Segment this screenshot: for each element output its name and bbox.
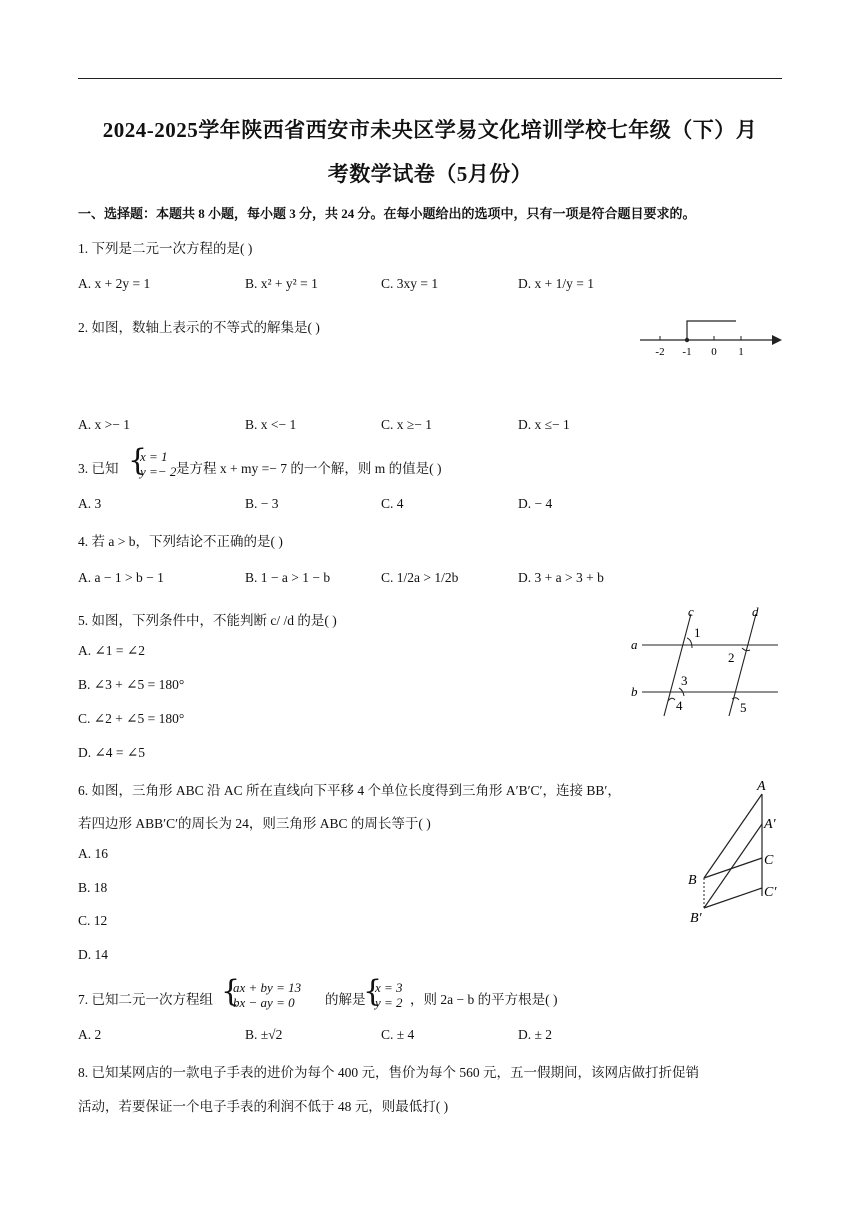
q6-stem-line2: 若四边形 ABB′C′的周长为 24，则三角形 ABC 的周长等于( ) [78, 816, 431, 831]
q7-option-c: C. ± 4 [381, 1027, 415, 1042]
angle-label: 1 [694, 625, 701, 640]
q4-option-b: B. 1 − a > 1 − b [245, 570, 331, 585]
system-brace: { [221, 974, 241, 1009]
angle-label: 3 [681, 673, 688, 688]
line-label: d [752, 604, 759, 619]
q3-system-line: y =− 2 [140, 464, 177, 479]
section-heading: 一、选择题：本题共 8 小题，每小题 3 分，共 24 分。在每小题给出的选项中，只有一项是符合题目要求的。 [78, 206, 696, 221]
system-brace: { [363, 974, 383, 1009]
q5-option-c: C. ∠2 + ∠5 = 180° [78, 711, 185, 726]
q5-stem: 5. 如图，下列条件中，不能判断 c/ /d 的是( ) [78, 613, 337, 628]
tick-label: 1 [738, 346, 744, 358]
q1-option-c: C. 3xy = 1 [381, 276, 439, 291]
q8-stem-line2: 活动，若要保证一个电子手表的利润不低于 48 元，则最低打( ) [78, 1099, 449, 1114]
vertex-label: A [757, 779, 766, 794]
angle-label: 4 [676, 698, 683, 713]
solution-ray [687, 321, 736, 340]
q3-system [140, 449, 176, 479]
q3-option-a: A. 3 [78, 496, 102, 511]
q1-stem: 1. 下列是二元一次方程的是( ) [78, 241, 253, 256]
q5-option-d: D. ∠4 = ∠5 [78, 745, 145, 760]
q8-stem-line1: 8. 已知某网店的一款电子手表的进价为每个 400 元，售价为每个 560 元，五一假期间，该网店做打折促销 [78, 1065, 699, 1080]
header-rule [78, 78, 782, 79]
angle-label: 2 [728, 650, 735, 665]
q7-option-b: B. ±√2 [245, 1027, 283, 1042]
arrow-icon [772, 335, 782, 345]
tick-label: -2 [655, 346, 665, 358]
q6-stem-line1: 6. 如图，三角形 ABC 沿 AC 所在直线向下平移 4 个单位长度得到三角形 A′B′C′，连接 BB′， [78, 783, 621, 798]
q4-option-c: C. 1/2a > 1/2b [381, 570, 459, 585]
q6-option-d: D. 14 [78, 947, 108, 962]
system-brace: { [128, 443, 148, 478]
q1-option-a: A. x + 2y = 1 [78, 276, 151, 291]
q7-stem-mid: 的解是 [325, 992, 366, 1007]
line-label: a [631, 637, 638, 652]
q7-system1-line: ax + by = 13 [233, 980, 302, 995]
q3-option-d: D. − 4 [518, 496, 553, 511]
q6-option-b: B. 18 [78, 880, 108, 895]
q7-system1-line: bx − ay = 0 [233, 995, 295, 1010]
q7-option-d: D. ± 2 [518, 1027, 553, 1042]
q2-option-d: D. x ≤− 1 [518, 417, 570, 432]
q3-option-c: C. 4 [381, 496, 404, 511]
q2-option-b: B. x <− 1 [245, 417, 297, 432]
q4-option-a: A. a − 1 > b − 1 [78, 570, 164, 585]
tick-label: -1 [682, 346, 692, 358]
number-line-figure [636, 316, 786, 362]
q2-option-a: A. x >− 1 [78, 417, 130, 432]
q2-option-c: C. x ≥− 1 [381, 417, 433, 432]
tick-label: 0 [711, 346, 717, 358]
q7-system2 [375, 980, 403, 1010]
vertex-label: B′ [690, 911, 702, 926]
exam-title-line2: 考数学试卷（5月份） [327, 162, 533, 186]
q3-system-line: x = 1 [140, 449, 168, 464]
line-label: c [688, 604, 694, 619]
q5-option-b: B. ∠3 + ∠5 = 180° [78, 677, 185, 692]
q1-option-b: B. x² + y² = 1 [245, 276, 318, 291]
q4-stem: 4. 若 a > b，下列结论不正确的是( ) [78, 534, 283, 549]
q6-option-a: A. 16 [78, 846, 108, 861]
angle-label: 5 [740, 700, 747, 715]
parallel-lines-figure [626, 604, 786, 720]
q4-option-d: D. 3 + a > 3 + b [518, 570, 604, 585]
q7-system1 [233, 980, 301, 1010]
vertex-label: B [688, 873, 697, 888]
q3-stem-suffix: 是方程 x + my =− 7 的一个解，则 m 的值是( ) [176, 461, 442, 476]
vertex-label: C [764, 853, 774, 868]
q7-option-a: A. 2 [78, 1027, 102, 1042]
q1-option-d: D. x + 1/y = 1 [518, 276, 594, 291]
q7-system2-line: y = 2 [375, 995, 403, 1010]
q3-stem-prefix: 3. 已知 [78, 461, 119, 476]
vertex-label: C′ [764, 885, 777, 900]
q6-option-c: C. 12 [78, 913, 108, 928]
q7-stem-prefix: 7. 已知二元一次方程组 [78, 992, 213, 1007]
exam-title-line1: 2024-2025学年陕西省西安市未央区学易文化培训学校七年级（下）月 [102, 118, 758, 142]
q7-system2-line: x = 3 [375, 980, 403, 995]
line-label: b [631, 684, 638, 699]
q2-stem: 2. 如图，数轴上表示的不等式的解集是( ) [78, 320, 320, 335]
vertex-label: A′ [764, 817, 776, 832]
q5-option-a: A. ∠1 = ∠2 [78, 643, 145, 658]
q7-stem-suffix: ，则 2a − b 的平方根是( ) [410, 992, 558, 1007]
translation-triangle-figure [682, 776, 792, 930]
q3-option-b: B. − 3 [245, 496, 279, 511]
